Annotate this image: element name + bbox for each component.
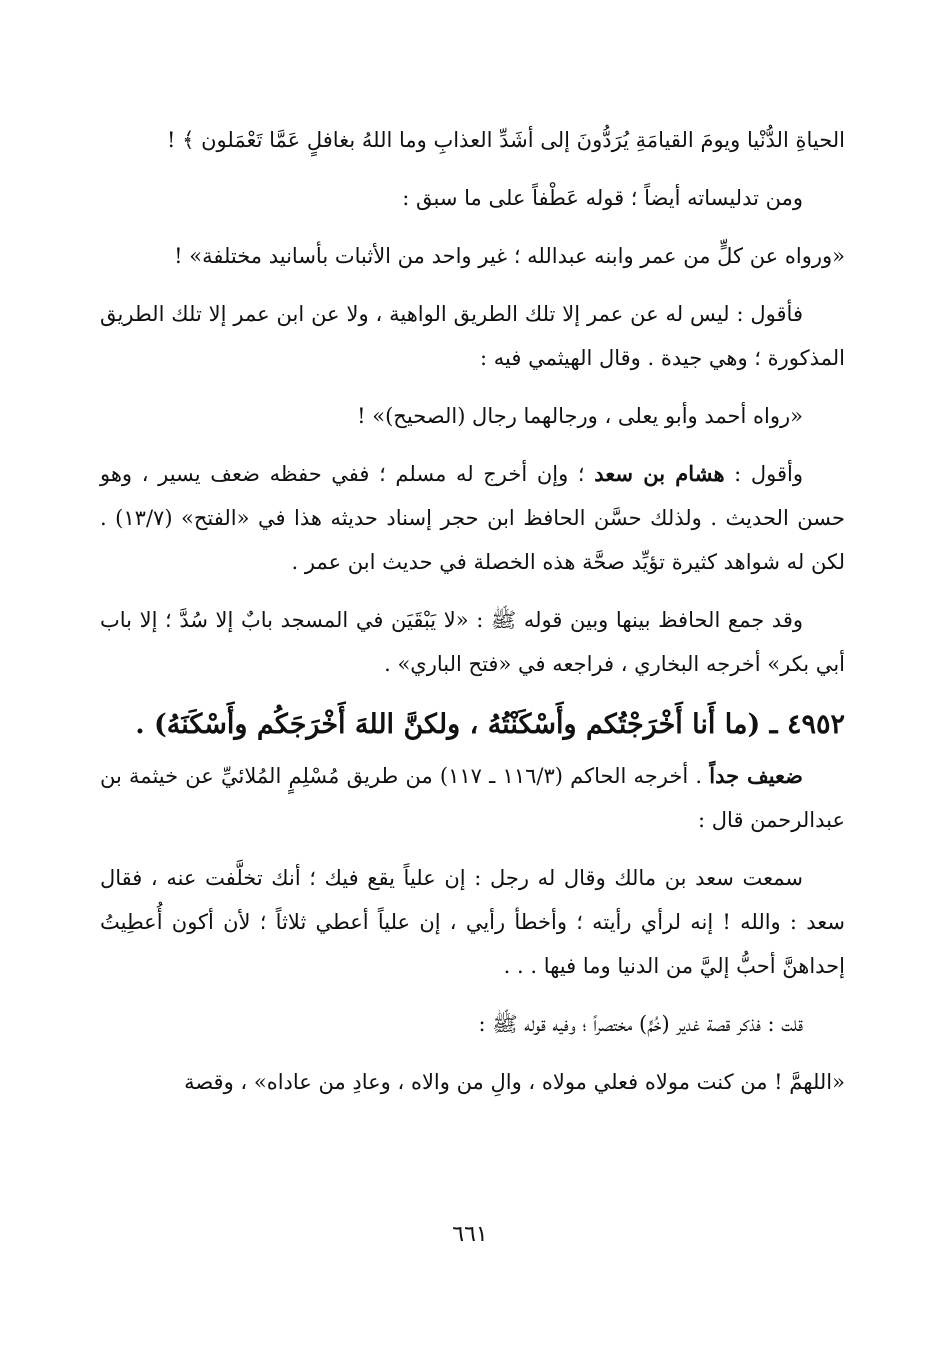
paragraph <box>100 452 845 584</box>
grading-paragraph <box>100 754 845 842</box>
grading-label: ضعيف جداً <box>709 763 803 788</box>
paragraph-text: ؛ وإن أخرج له مسلم ؛ ففي حفظه ضعف يسير ، وهو حسن الحديث . ولذلك حسَّن الحافظ ابن حجر إسناد حديثه هذا في «الفتح» (١٣/٧) . لكن له شواهد كثيرة تؤيِّد صحَّة هذه الخصلة في حديث ابن عمر . <box>100 462 845 574</box>
page-body <box>100 118 845 1118</box>
quotation: «رواه أحمد وأبو يعلى ، ورجالهما رجال (الصحيح)» ! <box>357 404 803 428</box>
paragraph: ومن تدليساته أيضاً ؛ قوله عَطْفاً على ما سبق : <box>402 186 803 210</box>
narrator-name: هشام بن سعد <box>594 461 725 486</box>
quotation: «اللهمَّ ! من كنت مولاه فعلي مولاه ، والِ من والاه ، وعادِ من عاداه» ، وقصة <box>184 1070 845 1094</box>
paragraph: قلت : فذكر قصة غدير (خُمٍّ) مختصراً ؛ وفيه قوله ﷺ : <box>478 1012 803 1036</box>
paragraph: سمعت سعد بن مالك وقال له رجل : إن علياً يقع فيك ؛ أنك تخلَّفت عنه ، فقال سعد : والله ! إنه لرأي رأيته ؛ وأخطأ رأيي ، إن علياً أعطي ثلاثاً ؛ لأن أكون أُعطِيتُ إحداهنَّ أحبُّ إليَّ من الدنيا وما فيها . . . <box>100 866 845 978</box>
paragraph: وقد جمع الحافظ بينها وبين قوله ﷺ : «لا يَبْقَيَن في المسجد بابٌ إلا سُدَّ ؛ إلا باب أبي بكر» أخرجه البخاري ، فراجعه في «فتح الباري» . <box>100 608 845 676</box>
verse-continuation: الحياةِ الدُّنْيا ويومَ القيامَةِ يُرَدُّونَ إلى أشَدِّ العذابِ وما اللهُ بغافلٍ عَمَّا تَعْمَلون ﴾ ! <box>167 128 845 152</box>
page-number: ٦٦١ <box>452 1222 488 1247</box>
hadith-heading: ٤٩٥٢ ـ (ما أَنا أَخْرَجْتُكم وأَسْكَنْتُهُ ، ولكنَّ اللهَ أَخْرَجَكُم وأَسْكَنَهُ) . <box>135 709 845 740</box>
paragraph-text: وأقول : <box>724 462 803 486</box>
quotation: «ورواه عن كلٍّ من عمر وابنه عبدالله ؛ غير واحد من الأثبات بأسانيد مختلفة» ! <box>174 244 845 268</box>
paragraph: فأقول : ليس له عن عمر إلا تلك الطريق الواهية ، ولا عن ابن عمر إلا تلك الطريق المذكورة ؛ وهي جيدة . وقال الهيثمي فيه : <box>100 302 845 370</box>
grading-text: . أخرجه الحاكم (١١٦/٣ ـ ١١٧) من طريق مُسْلِمٍ المُلائيِّ عن خيثمة بن عبدالرحمن قال : <box>100 764 845 832</box>
